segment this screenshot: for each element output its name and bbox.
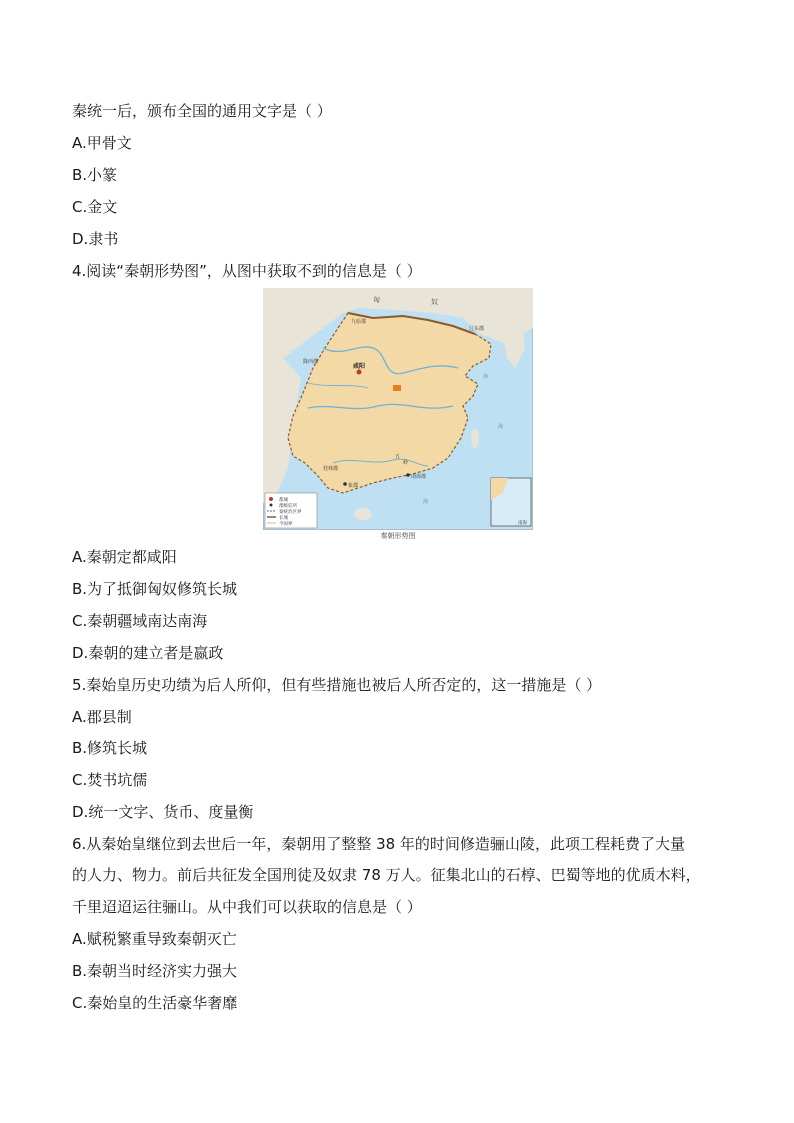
legend-capital: 都城 <box>279 498 288 503</box>
map-label-xiongnu-2: 奴 <box>431 298 438 306</box>
q6-option-c: C.秦始皇的生活豪华奢靡 <box>72 994 238 1012</box>
q4-option-d: D.秦朝的建立者是嬴政 <box>72 644 224 662</box>
q4-option-b: B.为了抵御匈奴修筑长城 <box>72 580 238 598</box>
q6-option-b: B.秦朝当时经济实力强大 <box>72 962 238 980</box>
map-label-guilin: 桂林郡 <box>323 466 339 472</box>
legend-border: 今国界 <box>279 522 293 527</box>
q5-option-b: B.修筑长城 <box>72 739 148 757</box>
map-nanhai-marker <box>406 473 410 477</box>
q4-stem: 4.阅读“秦朝形势图”，从图中获取不到的信息是（ ） <box>72 262 422 280</box>
q4-option-c: C.秦朝疆域南达南海 <box>72 612 208 630</box>
q3-option-c: C.金文 <box>72 198 118 216</box>
q5-stem: 5.秦始皇历史功绩为后人所仰，但有些措施也被后人所否定的，这一措施是（ ） <box>72 676 602 694</box>
q3-option-b: B.小篆 <box>72 166 118 184</box>
map-svg <box>263 288 533 530</box>
q3-option-a: A.甲骨文 <box>72 134 132 152</box>
map-label-longxi: 陇西郡 <box>303 359 319 365</box>
map-highlight-marker <box>393 385 401 391</box>
map-island-hainan <box>354 508 372 520</box>
legend-capital-icon <box>269 497 273 501</box>
map-label-ling: 岭 <box>403 460 409 466</box>
map-label-xianyang: 咸阳 <box>353 363 366 370</box>
map-label-jiuyuan: 九原郡 <box>351 319 367 325</box>
map-label-sea-1: 海 <box>483 374 489 380</box>
legend-commandery: 郡级驻所 <box>279 504 297 509</box>
legend-boundary: 秦统治区界 <box>279 510 302 515</box>
q4-option-a: A.秦朝定都咸阳 <box>72 548 177 566</box>
map-label-sea-2: 海 <box>498 424 504 430</box>
map-label-xiongnu-1: 匈 <box>373 296 380 304</box>
q6-stem-line-2: 的人力、物力。前后共征发全国刑徒及奴隶 78 万人。征集北山的石椁、巴蜀等地的优质木料， <box>72 866 701 884</box>
map-xiang-marker <box>343 482 347 486</box>
q6-option-a: A.赋税繁重导致秦朝灭亡 <box>72 930 237 948</box>
map-label-liaodong: 辽东郡 <box>469 326 485 332</box>
qin-dynasty-map <box>263 288 533 530</box>
legend-wall: 长城 <box>279 516 288 521</box>
q3-option-d: D.隶书 <box>72 230 119 248</box>
q5-option-d: D.统一文字、货币、度量衡 <box>72 803 254 821</box>
map-xianyang-marker <box>357 370 362 375</box>
map-label-sea-3: 海 <box>423 499 429 505</box>
map-label-wu: 五 <box>395 454 401 460</box>
q3-stem: 秦统一后，颁布全国的通用文字是（ ） <box>72 102 332 120</box>
map-caption: 秦朝形势图 <box>380 532 416 540</box>
q6-stem-line-1: 6.从秦始皇继位到去世后一年，秦朝用了整整 38 年的时间修造骊山陵，此项工程耗费了大量 <box>72 835 685 853</box>
map-label-nanhai-inset: 南海 <box>518 521 527 526</box>
legend-commandery-icon <box>270 504 273 507</box>
q5-option-a: A.郡县制 <box>72 708 132 726</box>
q5-option-c: C.焚书坑儒 <box>72 771 148 789</box>
map-island-taiwan <box>471 428 479 448</box>
q6-stem-line-3: 千里迢迢运往骊山。从中我们可以获取的信息是（ ） <box>72 898 422 916</box>
map-label-xiang: 象郡 <box>348 483 359 489</box>
map-label-nanhai: 南海郡 <box>411 474 427 480</box>
